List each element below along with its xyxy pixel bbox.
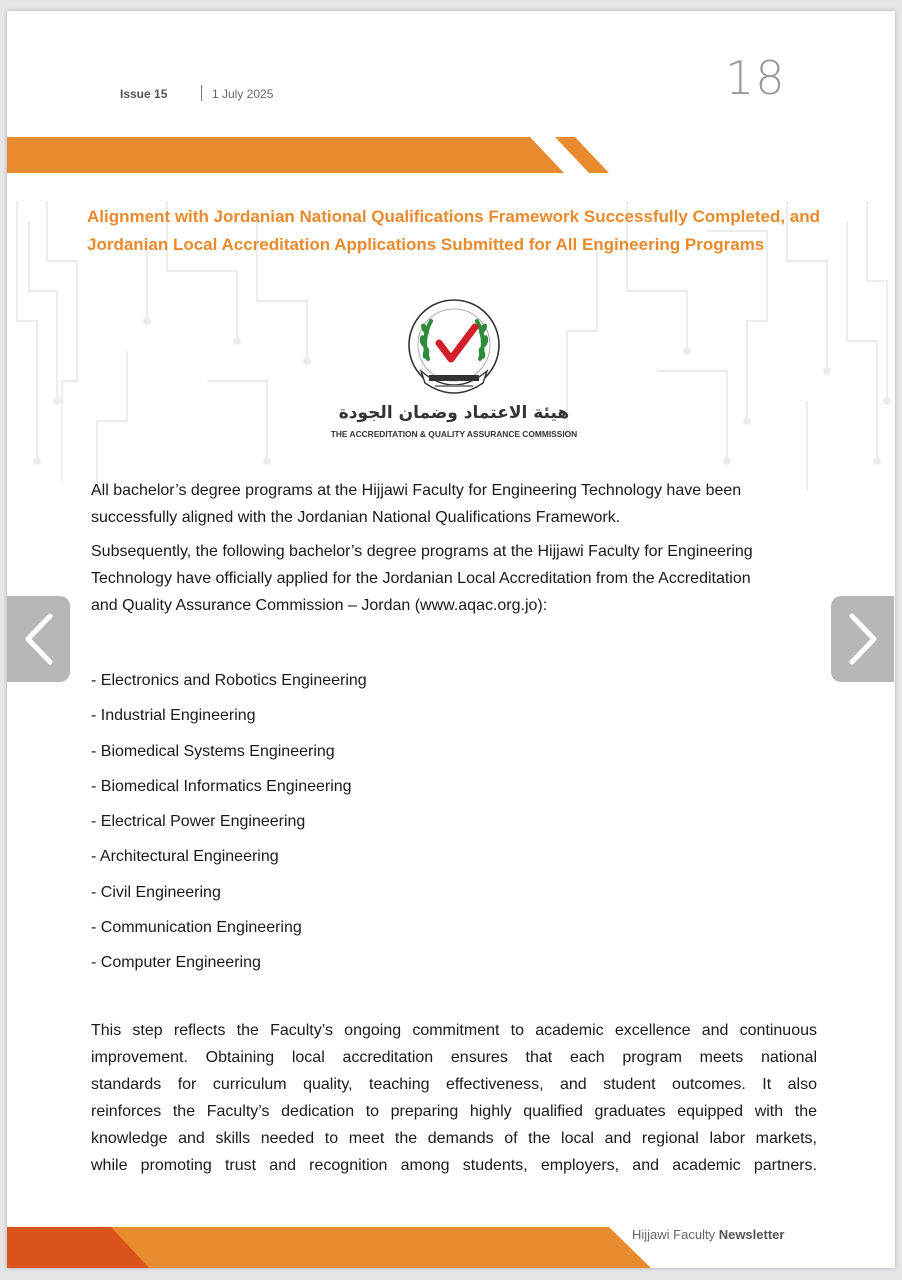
title-line: Jordanian Local Accreditation Applications Submitted for All Engineering Programs: [87, 235, 765, 254]
list-item: - Industrial Engineering: [91, 707, 256, 725]
text-line: Subsequently, the following bachelor’s degree programs at the Hijjawi Faculty for Engineering: [91, 543, 753, 560]
chevron-right-icon: [846, 613, 880, 665]
text-line: and Quality Assurance Commission – Jordan (www.aqac.org.jo):: [91, 597, 548, 614]
issue-date: 1 July 2025: [212, 87, 274, 101]
page-number: 18: [725, 51, 786, 105]
text-line: All bachelor’s degree programs at the Hijjawi Faculty for Engineering Technology have been: [91, 482, 742, 499]
footer-brand: [632, 1227, 784, 1242]
logo-arabic-name: هيئة الاعتماد وضمان الجودة: [338, 403, 570, 423]
list-item: - Communication Engineering: [91, 919, 302, 937]
closing-paragraph: [91, 1017, 817, 1179]
list-item: - Computer Engineering: [91, 954, 261, 972]
text-line: standards for curriculum quality, teaching effectiveness, and student outcomes. It also: [91, 1076, 817, 1093]
intro-paragraph: [91, 477, 817, 531]
issue-number: Issue 15: [120, 87, 168, 101]
next-page-button[interactable]: [831, 596, 894, 682]
title-line: Alignment with Jordanian National Qualifications Framework Successfully Completed, and: [87, 207, 821, 226]
newsletter-page: [7, 11, 895, 1268]
list-item: - Electronics and Robotics Engineering: [91, 672, 367, 689]
list-item: - Biomedical Systems Engineering: [91, 742, 335, 760]
application-paragraph: [91, 538, 817, 619]
footer-brand-prefix: Hijjawi Faculty: [632, 1227, 716, 1242]
text-line: Technology have officially applied for the Jordanian Local Accreditation from the Accreditation: [91, 570, 751, 587]
header-stripe: [7, 137, 895, 175]
previous-page-button[interactable]: [7, 596, 70, 682]
text-line: while promoting trust and recognition among students, employers, and academic partners.: [91, 1157, 817, 1174]
list-item: - Architectural Engineering: [91, 848, 279, 866]
text-line: improvement. Obtaining local accreditation ensures that each program meets national: [91, 1049, 817, 1066]
article-title: [87, 203, 827, 259]
list-item: - Civil Engineering: [91, 883, 221, 901]
aqac-emblem-icon: [325, 299, 583, 403]
header-divider: [201, 85, 202, 101]
list-item: - Biomedical Informatics Engineering: [91, 777, 352, 795]
text-line: This step reflects the Faculty’s ongoing commitment to academic excellence and continuous: [91, 1022, 817, 1039]
text-line: reinforces the Faculty’s dedication to preparing highly qualified graduates equipped with the: [91, 1103, 817, 1120]
chevron-left-icon: [22, 613, 56, 665]
aqac-logo: [325, 299, 583, 449]
program-list: [91, 663, 367, 981]
text-line: knowledge and skills needed to meet the demands of the local and regional labor markets,: [91, 1130, 817, 1147]
logo-english-name: THE ACCREDITATION & QUALITY ASSURANCE COMMISSION: [330, 429, 578, 439]
footer-brand-bold: Newsletter: [718, 1227, 785, 1242]
list-item: - Electrical Power Engineering: [91, 813, 306, 831]
text-line: successfully aligned with the Jordanian National Qualifications Framework.: [91, 509, 621, 526]
